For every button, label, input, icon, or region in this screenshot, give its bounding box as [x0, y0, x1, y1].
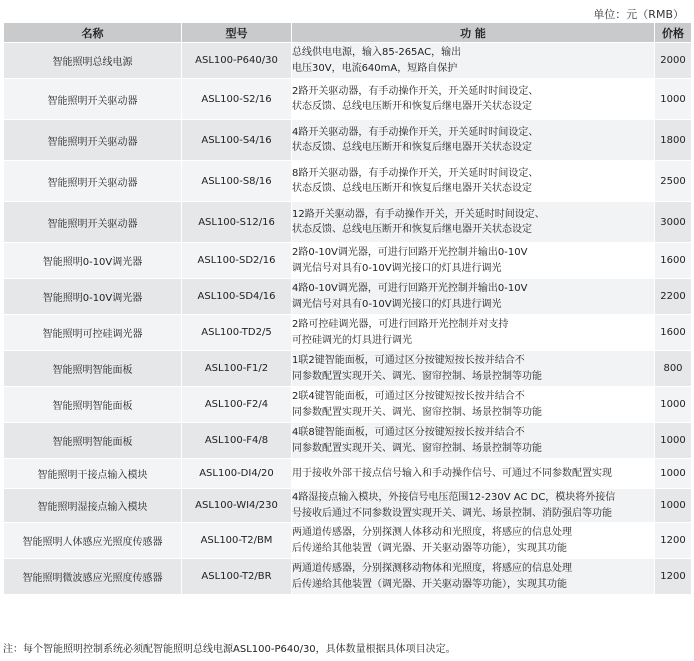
- product-name: 智能照明可控硅调光器: [4, 315, 182, 351]
- product-model: ASL100-F2/4: [182, 387, 292, 423]
- product-function: [292, 459, 655, 489]
- function-line: 同参数配置实现开关、调光、窗帘控制、场景控制等功能: [292, 442, 542, 454]
- product-model: ASL100-T2/BM: [182, 523, 292, 559]
- product-name: 智能照明微波感应光照度传感器: [4, 559, 182, 595]
- product-function: [292, 79, 655, 120]
- function-line: 12路开关驱动器，有手动操作开关，开关延时时间设定、: [292, 208, 545, 220]
- function-line: 8路开关驱动器，有手动操作开关，开关延时时间设定、: [292, 167, 539, 179]
- function-line: 号接收后通过不同参数设置实现开关、调光、场景控制、消防强启等功能: [292, 507, 612, 519]
- table-row: [4, 120, 692, 161]
- product-function: [292, 489, 655, 523]
- table-row: [4, 559, 692, 595]
- product-function: [292, 243, 655, 279]
- product-price: 1200: [655, 559, 692, 595]
- function-line: 状态反馈、总线电压断开和恢复后继电器开关状态设定: [292, 183, 532, 194]
- function-line: 状态反馈、总线电压断开和恢复后继电器开关状态设定: [292, 142, 532, 153]
- product-price-table: [3, 22, 692, 595]
- function-line: 可控硅调光的灯具进行调光: [292, 334, 412, 346]
- product-price: 2000: [655, 43, 692, 79]
- table-row: [4, 315, 692, 351]
- product-price: 800: [655, 351, 692, 387]
- table-row: [4, 161, 692, 202]
- product-name: 智能照明总线电源: [4, 43, 182, 79]
- product-model: ASL100-F4/8: [182, 423, 292, 459]
- product-function: [292, 387, 655, 423]
- product-function: [292, 161, 655, 202]
- product-price: 1000: [655, 489, 692, 523]
- product-function: [292, 523, 655, 559]
- function-line: 2路可控硅调光器，可进行回路开光控制并对支持: [292, 319, 509, 330]
- function-line: 4路开关驱动器，有手动操作开关，开关延时时间设定、: [292, 126, 539, 138]
- product-function: [292, 315, 655, 351]
- function-line: 2联4键智能面板，可通过区分按键短按长按并结合不: [292, 391, 525, 402]
- product-price: 1600: [655, 243, 692, 279]
- header-name: 名称: [4, 23, 182, 43]
- product-name: 智能照明开关驱动器: [4, 202, 182, 243]
- product-model: ASL100-P640/30: [182, 43, 292, 79]
- function-line: 4路0-10V调光器，可进行回路开光控制并输出0-10V: [292, 283, 528, 294]
- table-row: [4, 523, 692, 559]
- function-line: 调光信号对具有0-10V调光接口的灯具进行调光: [292, 298, 502, 310]
- product-name: 智能照明开关驱动器: [4, 79, 182, 120]
- function-line: 同参数配置实现开关、调光、窗帘控制、场景控制等功能: [292, 406, 542, 418]
- product-model: ASL100-DI4/20: [182, 459, 292, 489]
- table-body: [4, 43, 692, 595]
- product-function: [292, 279, 655, 315]
- table-row: [4, 79, 692, 120]
- product-model: ASL100-S12/16: [182, 202, 292, 243]
- product-price: 1600: [655, 315, 692, 351]
- product-name: 智能照明0-10V调光器: [4, 243, 182, 279]
- product-name: 智能照明干接点输入模块: [4, 459, 182, 489]
- product-model: ASL100-S2/16: [182, 79, 292, 120]
- product-price: 3000: [655, 202, 692, 243]
- function-line: 1联2键智能面板，可通过区分按键短按长按并结合不: [292, 355, 525, 366]
- footnote: 注：每个智能照明控制系统必须配智能照明总线电源ASL100-P640/30，具体数量根据具体项目决定。: [3, 644, 456, 655]
- table-row: [4, 489, 692, 523]
- header-model: 型号: [182, 23, 292, 43]
- product-price: 1000: [655, 459, 692, 489]
- function-line: 两通道传感器，分别探测人体移动和光照度，将感应的信息处理: [292, 527, 572, 538]
- product-function: [292, 559, 655, 595]
- table-row: [4, 202, 692, 243]
- product-name: 智能照明湿接点输入模块: [4, 489, 182, 523]
- table-row: [4, 387, 692, 423]
- product-price: 1800: [655, 120, 692, 161]
- table-row: [4, 243, 692, 279]
- header-function: 功 能: [292, 23, 655, 43]
- function-line: 后传递给其他装置（调光器、开关驱动器等功能），实现其功能: [292, 578, 567, 590]
- product-function: [292, 202, 655, 243]
- table-header-row: [4, 23, 692, 43]
- table-row: [4, 351, 692, 387]
- product-model: ASL100-SD2/16: [182, 243, 292, 279]
- product-name: 智能照明开关驱动器: [4, 161, 182, 202]
- function-line: 4联8键智能面板，可通过区分按键短按长按并结合不: [292, 427, 525, 438]
- function-line: 用于接收外部干接点信号输入和手动操作信号、可通过不同参数配置实现: [292, 467, 612, 479]
- product-price: 1000: [655, 423, 692, 459]
- product-function: [292, 120, 655, 161]
- function-line: 4路湿接点输入模块，外接信号电压范围12-230V AC DC，模块将外接信: [292, 492, 616, 503]
- unit-label: 单位：元（RMB）: [593, 8, 684, 21]
- product-name: 智能照明0-10V调光器: [4, 279, 182, 315]
- product-price: 2200: [655, 279, 692, 315]
- product-function: [292, 423, 655, 459]
- function-line: 2路0-10V调光器，可进行回路开光控制并输出0-10V: [292, 247, 528, 258]
- product-name: 智能照明智能面板: [4, 423, 182, 459]
- header-price: 价格: [655, 23, 692, 43]
- function-line: 状态反馈、总线电压断开和恢复后继电器开关状态设定: [292, 101, 532, 112]
- product-model: ASL100-WI4/230: [182, 489, 292, 523]
- product-name: 智能照明人体感应光照度传感器: [4, 523, 182, 559]
- product-model: ASL100-S8/16: [182, 161, 292, 202]
- table-row: [4, 459, 692, 489]
- function-line: 总线供电电源，输入85-265AC，输出: [292, 47, 462, 58]
- function-line: 电压30V，电流640mA，短路自保护: [292, 62, 458, 74]
- product-price: 1000: [655, 387, 692, 423]
- product-name: 智能照明智能面板: [4, 351, 182, 387]
- product-model: ASL100-F1/2: [182, 351, 292, 387]
- function-line: 同参数配置实现开关、调光、窗帘控制、场景控制等功能: [292, 370, 542, 382]
- product-price: 2500: [655, 161, 692, 202]
- function-line: 调光信号对具有0-10V调光接口的灯具进行调光: [292, 262, 502, 274]
- function-line: 后传递给其他装置（调光器、开关驱动器等功能），实现其功能: [292, 542, 567, 554]
- product-model: ASL100-S4/16: [182, 120, 292, 161]
- product-model: ASL100-TD2/5: [182, 315, 292, 351]
- function-line: 2路开关驱动器，有手动操作开关，开关延时时间设定、: [292, 85, 539, 97]
- function-line: 两通道传感器，分别探测移动物体和光照度，将感应的信息处理: [292, 563, 572, 574]
- product-name: 智能照明智能面板: [4, 387, 182, 423]
- table-row: [4, 43, 692, 79]
- product-model: ASL100-T2/BR: [182, 559, 292, 595]
- product-price: 1200: [655, 523, 692, 559]
- table-row: [4, 279, 692, 315]
- product-model: ASL100-SD4/16: [182, 279, 292, 315]
- function-line: 状态反馈、总线电压断开和恢复后继电器开关状态设定: [292, 224, 532, 235]
- product-name: 智能照明开关驱动器: [4, 120, 182, 161]
- table-row: [4, 423, 692, 459]
- product-price: 1000: [655, 79, 692, 120]
- product-function: [292, 351, 655, 387]
- product-function: [292, 43, 655, 79]
